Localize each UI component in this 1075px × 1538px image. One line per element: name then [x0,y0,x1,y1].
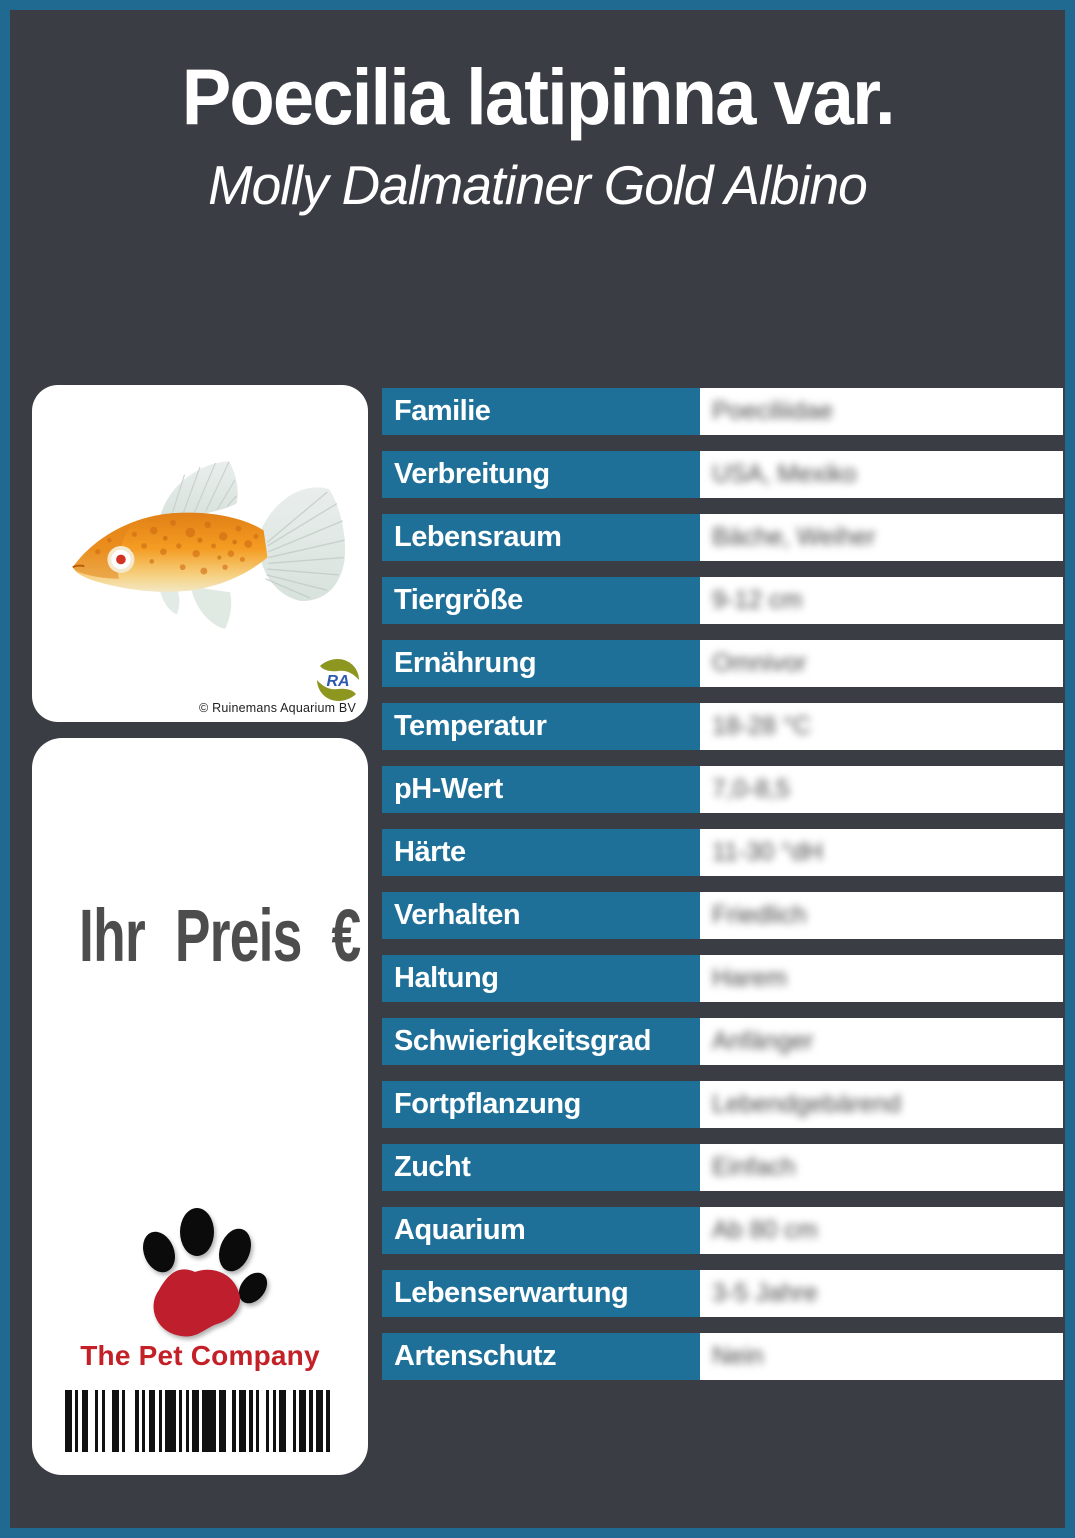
row-label: Lebenserwartung [382,1270,700,1317]
species-title: Poecilia latipinna var. [181,52,894,141]
row-value-text: Nein [712,1342,764,1370]
barcode [65,1390,337,1452]
row-label: Temperatur [382,703,700,750]
svg-text:RA: RA [326,673,350,690]
row-value [700,577,1063,624]
row-value [700,388,1063,435]
row-value [700,1207,1063,1254]
row-value-text: Friedlich [712,901,807,929]
row-value [700,514,1063,561]
row-value-text: Harem [712,964,788,992]
table-row [382,1018,1063,1065]
row-value-text: Anfänger [712,1027,814,1055]
row-value-text: USA, Mexiko [712,460,857,488]
row-label: pH-Wert [382,766,700,813]
table-row [382,1333,1063,1380]
row-label: Ernährung [382,640,700,687]
row-label: Artenschutz [382,1333,700,1380]
table-row [382,766,1063,813]
fish-image [38,395,362,695]
brand-name: The Pet Company [80,1340,320,1371]
row-value [700,1144,1063,1191]
header [10,10,1065,217]
row-value [700,829,1063,876]
row-value [700,640,1063,687]
row-value [700,892,1063,939]
table-row [382,955,1063,1002]
row-label: Tiergröße [382,577,700,624]
photo-credit: © Ruinemans Aquarium BV [199,701,356,715]
row-value-text: Lebendgebärend [712,1090,902,1118]
table-row [382,703,1063,750]
row-label: Schwierigkeitsgrad [382,1018,700,1065]
row-label: Verbreitung [382,451,700,498]
table-row [382,514,1063,561]
table-row [382,1270,1063,1317]
row-label: Verhalten [382,892,700,939]
row-value-text: 9-12 cm [712,586,803,614]
row-value-text: Omnivor [712,649,807,677]
row-label: Haltung [382,955,700,1002]
row-value-text: 7,0-8,5 [712,775,790,803]
paw-print-icon [125,1206,275,1348]
row-value [700,1018,1063,1065]
row-value-text: Bäche, Weiher [712,523,876,551]
row-value-text: Poeciliidae [712,397,833,425]
table-row [382,451,1063,498]
row-label: Fortpflanzung [382,1081,700,1128]
table-row [382,577,1063,624]
row-value [700,1333,1063,1380]
row-value-text: Ab 80 cm [712,1216,818,1244]
ruinemans-logo-icon [316,658,360,702]
row-label: Aquarium [382,1207,700,1254]
row-value-text: 11-30 °dH [712,838,823,866]
table-row [382,640,1063,687]
info-table [382,388,1063,1396]
fish-photo-card [32,385,368,722]
row-value [700,1270,1063,1317]
price-label: Ihr Preis € [79,894,361,977]
price-card [32,738,368,1475]
table-row [382,892,1063,939]
row-value-text: 18-28 °C [712,712,811,740]
row-label: Härte [382,829,700,876]
row-label: Zucht [382,1144,700,1191]
table-row [382,1081,1063,1128]
row-value [700,955,1063,1002]
row-value-text: 3-5 Jahre [712,1279,818,1307]
row-label: Familie [382,388,700,435]
table-row [382,1207,1063,1254]
row-value [700,451,1063,498]
table-row [382,829,1063,876]
row-value [700,766,1063,813]
row-value-text: Einfach [712,1153,796,1181]
row-value [700,703,1063,750]
table-row [382,1144,1063,1191]
row-value [700,1081,1063,1128]
table-row [382,388,1063,435]
common-name-subtitle: Molly Dalmatiner Gold Albino [208,153,867,216]
row-label: Lebensraum [382,514,700,561]
